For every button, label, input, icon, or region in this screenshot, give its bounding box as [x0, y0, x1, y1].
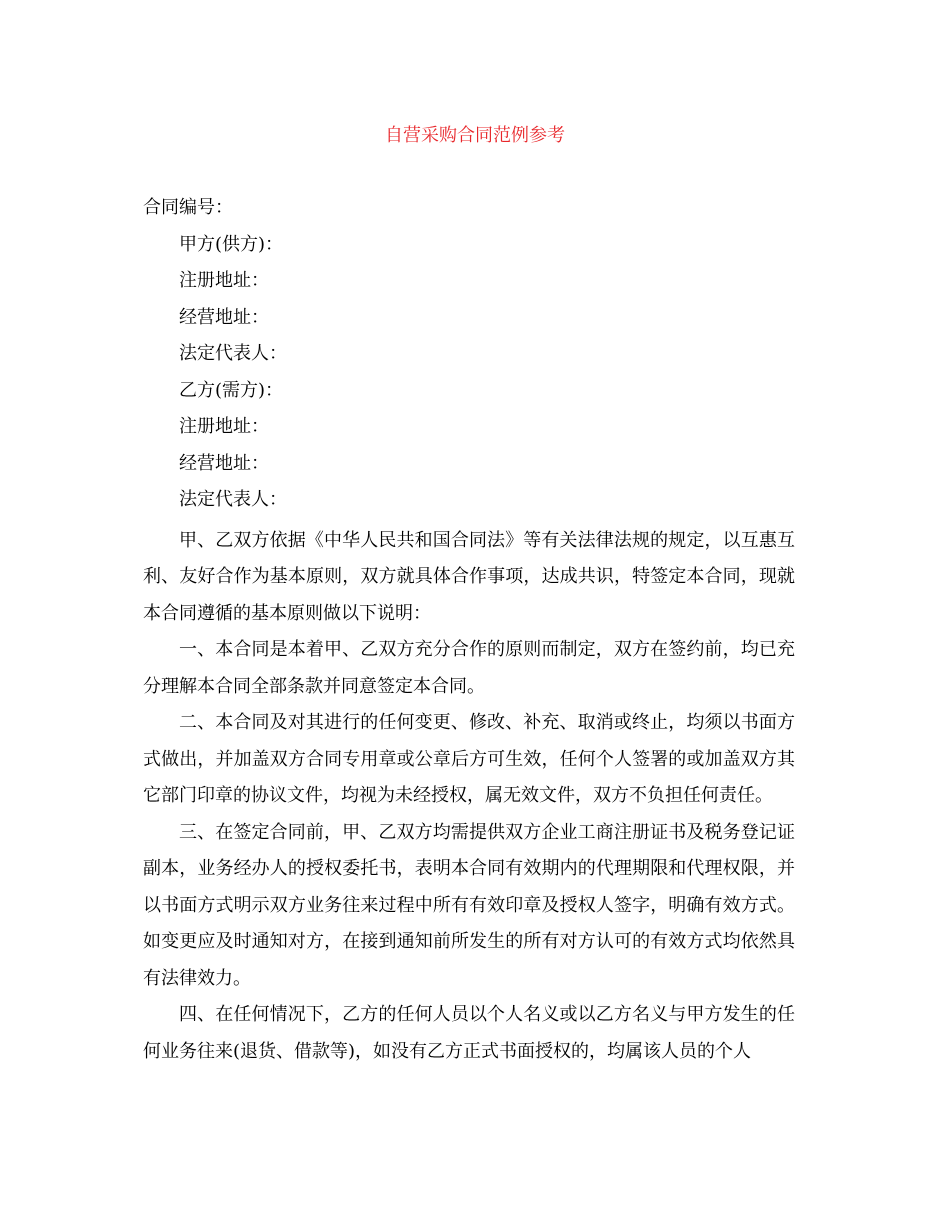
party-a-field: 甲方(供方)：: [179, 233, 284, 255]
clause-1-paragraph: 一、本合同是本着甲、乙双方充分合作的原则而制定，双方在签约前，均已充分理解本合同全部条款并同意签定本合同。: [143, 639, 795, 697]
document-body: [143, 194, 795, 1070]
party-a-legal-representative-field: 法定代表人：: [179, 343, 287, 364]
party-b-business-address-field: 经营地址：: [179, 452, 269, 474]
clause-3-paragraph: 三、在签定合同前，甲、乙双方均需提供双方企业工商注册证书及税务登记证副本，业务经办人的授权委托书，表明本合同有效期内的代理期限和代理权限，并以书面方式明示双方业务往来过程中所有有效印章及授权人签字，明确有效方式。如变更应及时通知对方，在接到通知前所发生的所有对方认可的有效方式均依然具有法律效力。: [143, 821, 795, 989]
party-a-registered-address-field: 注册地址：: [179, 270, 269, 291]
preamble-paragraph: 甲、乙双方依据《中华人民共和国合同法》等有关法律法规的规定，以互惠互利、友好合作为基本原则，双方就具体合作事项，达成共识，特签定本合同，现就本合同遵循的基本原则做以下说明：: [143, 529, 795, 624]
party-b-field: 乙方(需方)：: [179, 379, 284, 401]
clause-2-paragraph: 二、本合同及对其进行的任何变更、修改、补充、取消或终止，均须以书面方式做出，并加盖双方合同专用章或公章后方可生效，任何个人签署的或加盖双方其它部门印章的协议文件，均视为未经授权，属无效文件，双方不负担任何责任。: [143, 712, 795, 806]
party-a-business-address-field: 经营地址：: [179, 306, 269, 328]
party-b-legal-representative-field: 法定代表人：: [179, 489, 287, 510]
clause-4-paragraph: 四、在任何情况下，乙方的任何人员以个人名义或以乙方名义与甲方发生的任何业务往来(退货、借款等)，如没有乙方正式书面授权的，均属该人员的个人: [143, 1004, 795, 1062]
contract-number-field: 合同编号：: [143, 197, 233, 218]
document-title: 自营采购合同范例参考: [385, 125, 565, 146]
party-b-registered-address-field: 注册地址：: [179, 416, 269, 437]
